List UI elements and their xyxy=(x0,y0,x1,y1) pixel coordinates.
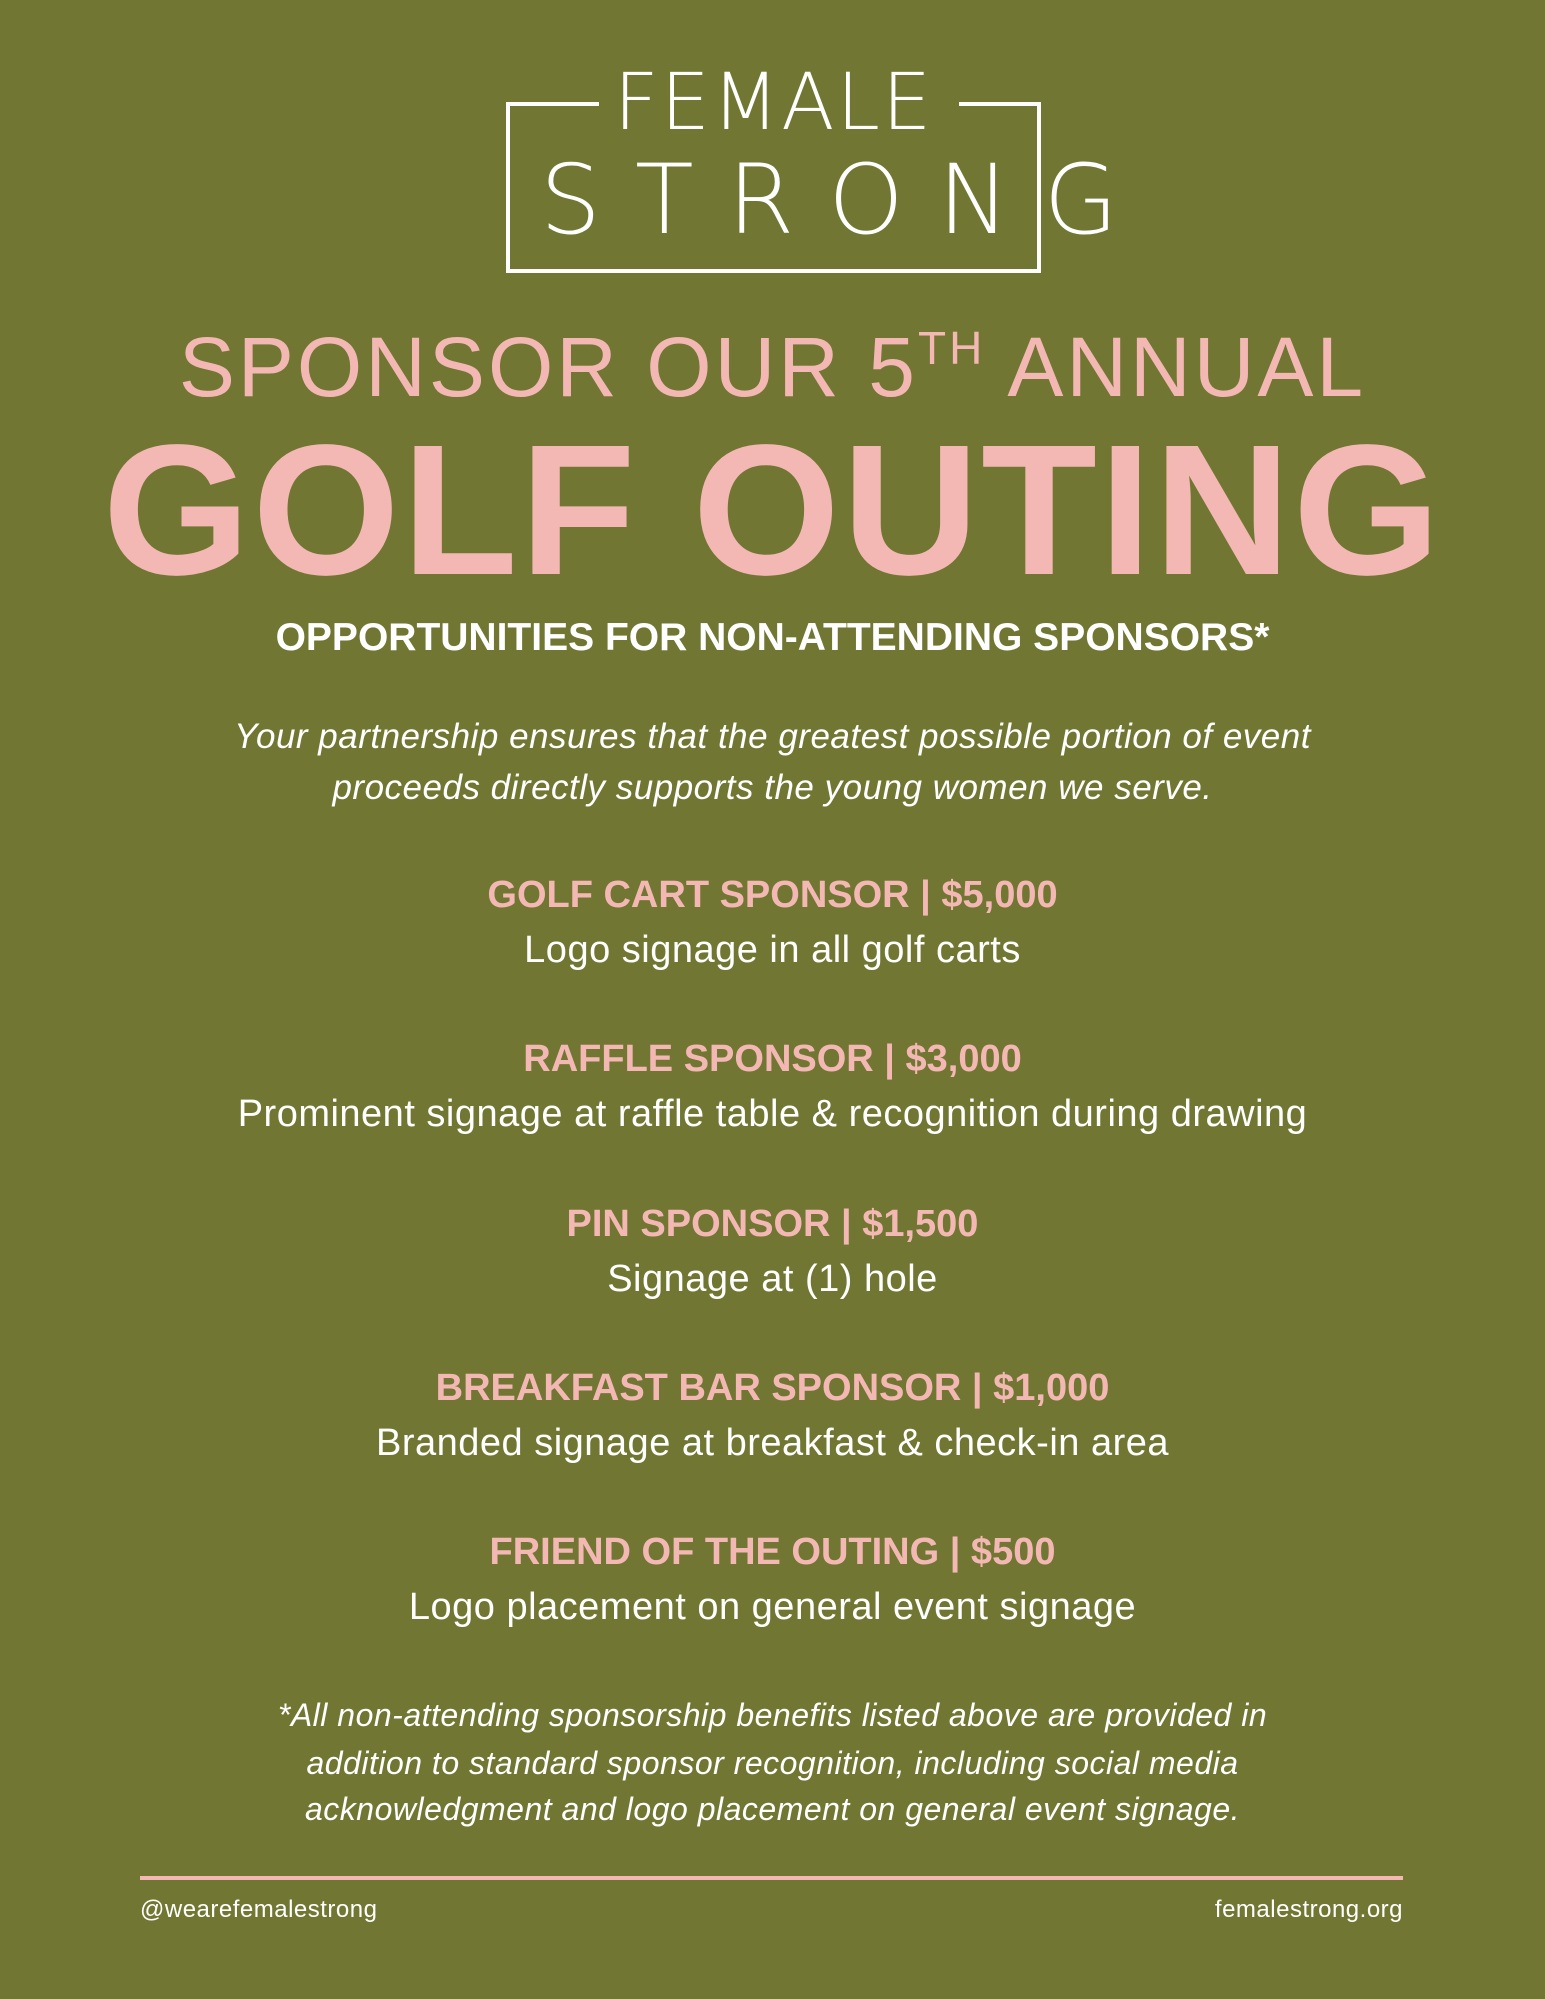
footer-divider xyxy=(140,1876,1403,1880)
tier-description: Logo placement on general event signage xyxy=(408,1586,1137,1628)
tier-title: BREAKFAST BAR SPONSOR | $1,000 xyxy=(435,1367,1110,1409)
logo-frame-bottom xyxy=(506,269,1041,273)
tier-description: Signage at (1) hole xyxy=(607,1258,938,1300)
pre-title xyxy=(0,320,1545,414)
intro-line-1: Your partnership ensures that the greatest possible portion of event xyxy=(234,717,1311,756)
tier-title: PIN SPONSOR | $1,500 xyxy=(566,1203,979,1245)
tier-description: Branded signage at breakfast & check-in area xyxy=(375,1422,1170,1464)
tier-title: GOLF CART SPONSOR | $5,000 xyxy=(487,874,1058,916)
female-strong-logo xyxy=(506,58,1153,273)
footnote-line-2: addition to standard sponsor recognition, including social media xyxy=(306,1745,1239,1781)
tier-title: RAFFLE SPONSOR | $3,000 xyxy=(523,1038,1022,1080)
tier-title: FRIEND OF THE OUTING | $500 xyxy=(489,1531,1056,1573)
website-link: femalestrong.org xyxy=(1214,1896,1403,1923)
page-title: GOLF OUTING xyxy=(102,407,1443,614)
intro-line-2: proceeds directly supports the young women we serve. xyxy=(332,768,1213,807)
logo-line-female: FEMALE xyxy=(613,58,934,148)
ordinal-suffix: TH xyxy=(918,322,986,374)
pre-title-text: SPONSOR OUR 5 xyxy=(178,320,919,414)
social-handle: @wearefemalestrong xyxy=(140,1896,378,1923)
tier-description: Prominent signage at raffle table & recognition during drawing xyxy=(237,1093,1308,1135)
footnote-line-1: *All non-attending sponsorship benefits listed above are provided in xyxy=(277,1697,1268,1733)
logo-line-strong: STRONG xyxy=(540,144,1153,256)
subtitle: OPPORTUNITIES FOR NON-ATTENDING SPONSORS* xyxy=(275,616,1270,659)
tier-description: Logo signage in all golf carts xyxy=(524,929,1021,971)
footnote-line-3: acknowledgment and logo placement on general event signage. xyxy=(304,1791,1240,1827)
post-title-text: ANNUAL xyxy=(1007,320,1367,414)
